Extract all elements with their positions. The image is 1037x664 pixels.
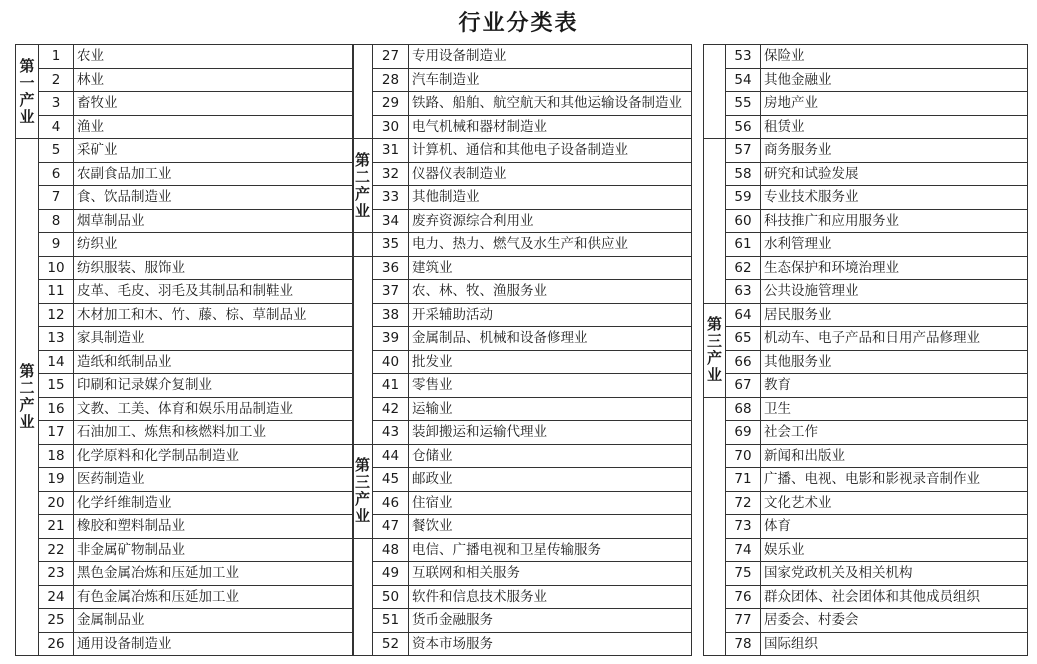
table-row (704, 186, 1028, 210)
industry-number: 65 (726, 327, 761, 351)
industry-name: 机动车、电子产品和日用产品修理业 (761, 327, 1028, 351)
table-row (353, 538, 692, 562)
table-row (704, 256, 1028, 280)
industry-number: 6 (39, 162, 74, 186)
industry-number: 15 (39, 374, 74, 398)
industry-number: 21 (39, 515, 74, 539)
industry-number: 56 (726, 115, 761, 139)
industry-number: 36 (373, 256, 409, 280)
table-row (16, 186, 354, 210)
table-row (704, 444, 1028, 468)
industry-number: 57 (726, 139, 761, 163)
table-row (704, 632, 1028, 656)
industry-number: 67 (726, 374, 761, 398)
industry-number: 30 (373, 115, 409, 139)
table-row (16, 162, 354, 186)
industry-name: 食、饮品制造业 (74, 186, 354, 210)
table-row (704, 421, 1028, 445)
table-row (353, 186, 692, 210)
industry-number: 68 (726, 397, 761, 421)
industry-number: 75 (726, 562, 761, 586)
industry-name: 畜牧业 (74, 92, 354, 116)
industry-name: 科技推广和应用服务业 (761, 209, 1028, 233)
industry-name: 生态保护和环境治理业 (761, 256, 1028, 280)
table-row (16, 327, 354, 351)
industry-number: 44 (373, 444, 409, 468)
industry-name: 纺织服装、服饰业 (74, 256, 354, 280)
industry-number: 40 (373, 350, 409, 374)
industry-name: 建筑业 (409, 256, 692, 280)
industry-number: 27 (373, 45, 409, 69)
table-row (704, 209, 1028, 233)
table-row (16, 233, 354, 257)
industry-name: 批发业 (409, 350, 692, 374)
table-row (353, 609, 692, 633)
industry-name: 装卸搬运和运输代理业 (409, 421, 692, 445)
industry-name: 居委会、村委会 (761, 609, 1028, 633)
industry-name: 教育 (761, 374, 1028, 398)
table-row (353, 92, 692, 116)
industry-name: 体育 (761, 515, 1028, 539)
table-column-1 (15, 44, 354, 656)
table-row (353, 209, 692, 233)
industry-number: 16 (39, 397, 74, 421)
industry-number: 78 (726, 632, 761, 656)
sector-cell-empty (704, 139, 726, 304)
industry-name: 通用设备制造业 (74, 632, 354, 656)
industry-number: 50 (373, 585, 409, 609)
table-row (353, 585, 692, 609)
industry-number: 46 (373, 491, 409, 515)
industry-number: 22 (39, 538, 74, 562)
industry-name: 资本市场服务 (409, 632, 692, 656)
industry-name: 新闻和出版业 (761, 444, 1028, 468)
sector-label-text: 第一产业 (19, 56, 35, 126)
industry-name: 黑色金属冶炼和压延加工业 (74, 562, 354, 586)
industry-name: 文教、工美、体育和娱乐用品制造业 (74, 397, 354, 421)
industry-name: 租赁业 (761, 115, 1028, 139)
table-row (16, 491, 354, 515)
sector-cell-empty (704, 397, 726, 656)
industry-name: 房地产业 (761, 92, 1028, 116)
industry-number: 43 (373, 421, 409, 445)
industry-number: 74 (726, 538, 761, 562)
table-row (704, 538, 1028, 562)
table-row (16, 515, 354, 539)
table-row (704, 327, 1028, 351)
table-row (353, 45, 692, 69)
industry-number: 19 (39, 468, 74, 492)
industry-name: 电信、广播电视和卫星传输服务 (409, 538, 692, 562)
table-row (353, 256, 692, 280)
industry-name: 仓储业 (409, 444, 692, 468)
table-row (704, 233, 1028, 257)
table-row (353, 162, 692, 186)
table-row (704, 45, 1028, 69)
tertiary-sector-label (704, 303, 726, 397)
industry-number: 26 (39, 632, 74, 656)
table-row (16, 303, 354, 327)
industry-name: 住宿业 (409, 491, 692, 515)
industry-name: 娱乐业 (761, 538, 1028, 562)
table-row (353, 233, 692, 257)
industry-number: 48 (373, 538, 409, 562)
industry-number: 1 (39, 45, 74, 69)
industry-number: 55 (726, 92, 761, 116)
sector-cell-empty (704, 45, 726, 139)
table-row (704, 585, 1028, 609)
table-column-2 (352, 44, 692, 656)
industry-number: 61 (726, 233, 761, 257)
table-row (704, 374, 1028, 398)
industry-name: 纺织业 (74, 233, 354, 257)
table-row (353, 444, 692, 468)
industry-number: 64 (726, 303, 761, 327)
secondary-sector-label (353, 139, 373, 233)
industry-name: 公共设施管理业 (761, 280, 1028, 304)
industry-name: 石油加工、炼焦和核燃料加工业 (74, 421, 354, 445)
table-row (16, 280, 354, 304)
table-row (704, 491, 1028, 515)
table-row (16, 68, 354, 92)
industry-name: 货币金融服务 (409, 609, 692, 633)
industry-name: 农、林、牧、渔服务业 (409, 280, 692, 304)
table-row (353, 280, 692, 304)
industry-number: 14 (39, 350, 74, 374)
table-row (704, 609, 1028, 633)
table-row (16, 468, 354, 492)
industry-name: 采矿业 (74, 139, 354, 163)
table-row (353, 68, 692, 92)
industry-number: 41 (373, 374, 409, 398)
industry-name: 其他制造业 (409, 186, 692, 210)
sector-label-text: 第三产业 (355, 456, 371, 525)
table-column-3 (703, 44, 1028, 656)
table-row (16, 562, 354, 586)
industry-number: 63 (726, 280, 761, 304)
industry-number: 32 (373, 162, 409, 186)
table-row (704, 280, 1028, 304)
industry-name: 林业 (74, 68, 354, 92)
industry-name: 非金属矿物制品业 (74, 538, 354, 562)
industry-name: 文化艺术业 (761, 491, 1028, 515)
industry-number: 76 (726, 585, 761, 609)
table-row (16, 374, 354, 398)
industry-name: 其他金融业 (761, 68, 1028, 92)
industry-number: 9 (39, 233, 74, 257)
industry-name: 互联网和相关服务 (409, 562, 692, 586)
table-row (16, 92, 354, 116)
industry-name: 水利管理业 (761, 233, 1028, 257)
industry-number: 73 (726, 515, 761, 539)
table-row (704, 468, 1028, 492)
industry-name: 国际组织 (761, 632, 1028, 656)
table-row (16, 585, 354, 609)
industry-number: 71 (726, 468, 761, 492)
industry-name: 渔业 (74, 115, 354, 139)
table-row (704, 303, 1028, 327)
table-row (16, 350, 354, 374)
industry-name: 有色金属冶炼和压延加工业 (74, 585, 354, 609)
industry-name: 卫生 (761, 397, 1028, 421)
table-row (16, 139, 354, 163)
industry-name: 化学纤维制造业 (74, 491, 354, 515)
table-row (704, 397, 1028, 421)
table-row (16, 209, 354, 233)
industry-number: 4 (39, 115, 74, 139)
industry-name: 商务服务业 (761, 139, 1028, 163)
industry-number: 10 (39, 256, 74, 280)
table-row (16, 256, 354, 280)
table-row (16, 115, 354, 139)
industry-number: 58 (726, 162, 761, 186)
industry-number: 11 (39, 280, 74, 304)
table-row (704, 139, 1028, 163)
sector-cell-empty (353, 256, 373, 444)
industry-name: 零售业 (409, 374, 692, 398)
industry-number: 31 (373, 139, 409, 163)
industry-name: 造纸和纸制品业 (74, 350, 354, 374)
table-row (16, 444, 354, 468)
industry-number: 33 (373, 186, 409, 210)
table-row (16, 609, 354, 633)
industry-name: 皮革、毛皮、羽毛及其制品和制鞋业 (74, 280, 354, 304)
industry-name: 农业 (74, 45, 354, 69)
industry-name: 橡胶和塑料制品业 (74, 515, 354, 539)
tertiary-sector-label (353, 444, 373, 538)
industry-name: 医药制造业 (74, 468, 354, 492)
page-title: 行业分类表 (458, 11, 579, 36)
industry-number: 60 (726, 209, 761, 233)
industry-name: 专用设备制造业 (409, 45, 692, 69)
table-row (353, 115, 692, 139)
table-row (353, 374, 692, 398)
industry-number: 70 (726, 444, 761, 468)
sector-label-text: 第三产业 (707, 315, 723, 384)
industry-number: 13 (39, 327, 74, 351)
table-row (353, 421, 692, 445)
industry-number: 17 (39, 421, 74, 445)
industry-number: 54 (726, 68, 761, 92)
industry-number: 29 (373, 92, 409, 116)
industry-number: 3 (39, 92, 74, 116)
industry-name: 农副食品加工业 (74, 162, 354, 186)
industry-name: 专业技术服务业 (761, 186, 1028, 210)
table-row (353, 632, 692, 656)
industry-number: 38 (373, 303, 409, 327)
industry-number: 24 (39, 585, 74, 609)
industry-number: 72 (726, 491, 761, 515)
industry-number: 39 (373, 327, 409, 351)
industry-number: 28 (373, 68, 409, 92)
industry-name: 废弃资源综合利用业 (409, 209, 692, 233)
sector-label-text: 第二产业 (355, 150, 371, 220)
table-row (704, 92, 1028, 116)
industry-number: 23 (39, 562, 74, 586)
industry-name: 电气机械和器材制造业 (409, 115, 692, 139)
industry-number: 59 (726, 186, 761, 210)
industry-name: 保险业 (761, 45, 1028, 69)
industry-number: 45 (373, 468, 409, 492)
table-row (353, 397, 692, 421)
industry-name: 化学原料和化学制品制造业 (74, 444, 354, 468)
industry-name: 计算机、通信和其他电子设备制造业 (409, 139, 692, 163)
industry-classification-tables (15, 44, 1027, 656)
table-row (16, 45, 354, 69)
table-row (704, 68, 1028, 92)
table-row (704, 562, 1028, 586)
industry-name: 运输业 (409, 397, 692, 421)
industry-number: 62 (726, 256, 761, 280)
industry-number: 20 (39, 491, 74, 515)
industry-name: 汽车制造业 (409, 68, 692, 92)
industry-number: 12 (39, 303, 74, 327)
table-row (16, 421, 354, 445)
table-row (353, 562, 692, 586)
industry-name: 国家党政机关及相关机构 (761, 562, 1028, 586)
industry-number: 2 (39, 68, 74, 92)
industry-number: 69 (726, 421, 761, 445)
industry-name: 仪器仪表制造业 (409, 162, 692, 186)
industry-name: 其他服务业 (761, 350, 1028, 374)
table-row (353, 303, 692, 327)
industry-number: 35 (373, 233, 409, 257)
industry-number: 5 (39, 139, 74, 163)
industry-number: 53 (726, 45, 761, 69)
industry-number: 42 (373, 397, 409, 421)
industry-number: 49 (373, 562, 409, 586)
industry-number: 66 (726, 350, 761, 374)
table-row (353, 515, 692, 539)
industry-number: 34 (373, 209, 409, 233)
industry-name: 邮政业 (409, 468, 692, 492)
table-row (704, 350, 1028, 374)
industry-name: 电力、热力、燃气及水生产和供应业 (409, 233, 692, 257)
industry-number: 7 (39, 186, 74, 210)
table-row (353, 468, 692, 492)
industry-number: 37 (373, 280, 409, 304)
industry-name: 餐饮业 (409, 515, 692, 539)
industry-number: 18 (39, 444, 74, 468)
table-row (16, 632, 354, 656)
industry-name: 群众团体、社会团体和其他成员组织 (761, 585, 1028, 609)
sector-cell-empty (353, 45, 373, 139)
table-row (353, 350, 692, 374)
industry-name: 广播、电视、电影和影视录音制作业 (761, 468, 1028, 492)
industry-name: 开采辅助活动 (409, 303, 692, 327)
table-row (353, 491, 692, 515)
sector-cell-empty (353, 233, 373, 257)
sector-label-text: 第二产业 (19, 362, 35, 431)
table-row (704, 515, 1028, 539)
industry-number: 8 (39, 209, 74, 233)
sector-cell-empty (353, 538, 373, 656)
industry-name: 研究和试验发展 (761, 162, 1028, 186)
industry-name: 印刷和记录媒介复制业 (74, 374, 354, 398)
industry-name: 铁路、船舶、航空航天和其他运输设备制造业 (409, 92, 692, 116)
industry-name: 烟草制品业 (74, 209, 354, 233)
table-row (353, 327, 692, 351)
table-row (16, 397, 354, 421)
industry-number: 77 (726, 609, 761, 633)
industry-name: 社会工作 (761, 421, 1028, 445)
primary-sector-label (16, 45, 39, 139)
industry-name: 软件和信息技术服务业 (409, 585, 692, 609)
table-row (16, 538, 354, 562)
industry-number: 51 (373, 609, 409, 633)
secondary-sector-label (16, 139, 39, 656)
industry-number: 52 (373, 632, 409, 656)
industry-number: 25 (39, 609, 74, 633)
industry-name: 金属制品业 (74, 609, 354, 633)
industry-name: 金属制品、机械和设备修理业 (409, 327, 692, 351)
table-row (353, 139, 692, 163)
industry-name: 木材加工和木、竹、藤、棕、草制品业 (74, 303, 354, 327)
table-row (704, 115, 1028, 139)
industry-number: 47 (373, 515, 409, 539)
industry-name: 家具制造业 (74, 327, 354, 351)
table-row (704, 162, 1028, 186)
industry-name: 居民服务业 (761, 303, 1028, 327)
